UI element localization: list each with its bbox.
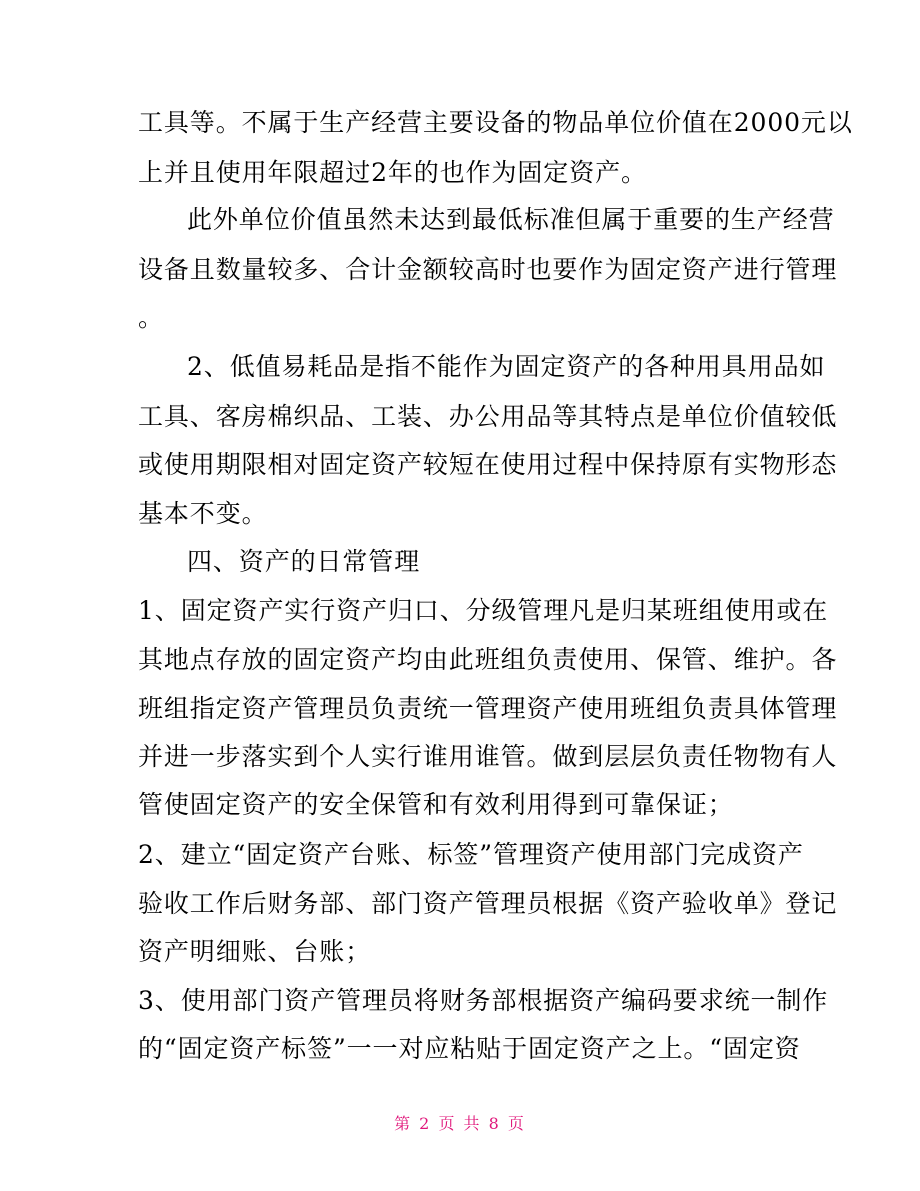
text-line: 班组指定资产管理员负责统一管理资产使用班组负责具体管理 (138, 694, 838, 723)
text-line: 资产明细账、台账； (138, 937, 372, 966)
text-line: 并进一步落实到个人实行谁用谁管。做到层层负责任物物有人 (138, 742, 838, 771)
text-line: 1、固定资产实行资产归口、分级管理凡是归某班组使用或在 (138, 596, 829, 625)
section-heading: 四、资产的日常管理 (187, 547, 421, 576)
text-line: 或使用期限相对固定资产较短在使用过程中保持原有实物形态 (138, 450, 838, 479)
text-line: 2、低值易耗品是指不能作为固定资产的各种用具用品如 (187, 352, 826, 381)
text-line: 的“固定资产标签”一一对应粘贴于固定资产之上。“固定资 (138, 1034, 801, 1063)
text-line: 管使固定资产的安全保管和有效利用得到可靠保证； (138, 790, 734, 819)
text-line: 此外单位价值虽然未达到最低标准但属于重要的生产经营 (187, 205, 835, 234)
page-number-footer: 第 2 页 共 8 页 (394, 1114, 526, 1133)
text-line: 验收工作后财务部、部门资产管理员根据《资产验收单》登记 (138, 889, 838, 918)
text-line: 。 (138, 303, 164, 332)
text-line: 2、建立“固定资产台账、标签”管理资产使用部门完成资产 (138, 840, 804, 869)
text-line: 3、使用部门资产管理员将财务部根据资产编码要求统一制作 (138, 986, 829, 1015)
text-line: 上并且使用年限超过2年的也作为固定资产。 (138, 158, 647, 187)
text-line: 基本不变。 (138, 499, 268, 528)
text-line: 工具等。不属于生产经营主要设备的物品单位价值在2000元以 (138, 108, 853, 137)
text-line: 设备且数量较多、合计金额较高时也要作为固定资产进行管理 (138, 255, 838, 284)
text-line: 其地点存放的固定资产均由此班组负责使用、保管、维护。各 (138, 645, 838, 674)
text-line: 工具、客房棉织品、工装、办公用品等其特点是单位价值较低 (138, 402, 838, 431)
